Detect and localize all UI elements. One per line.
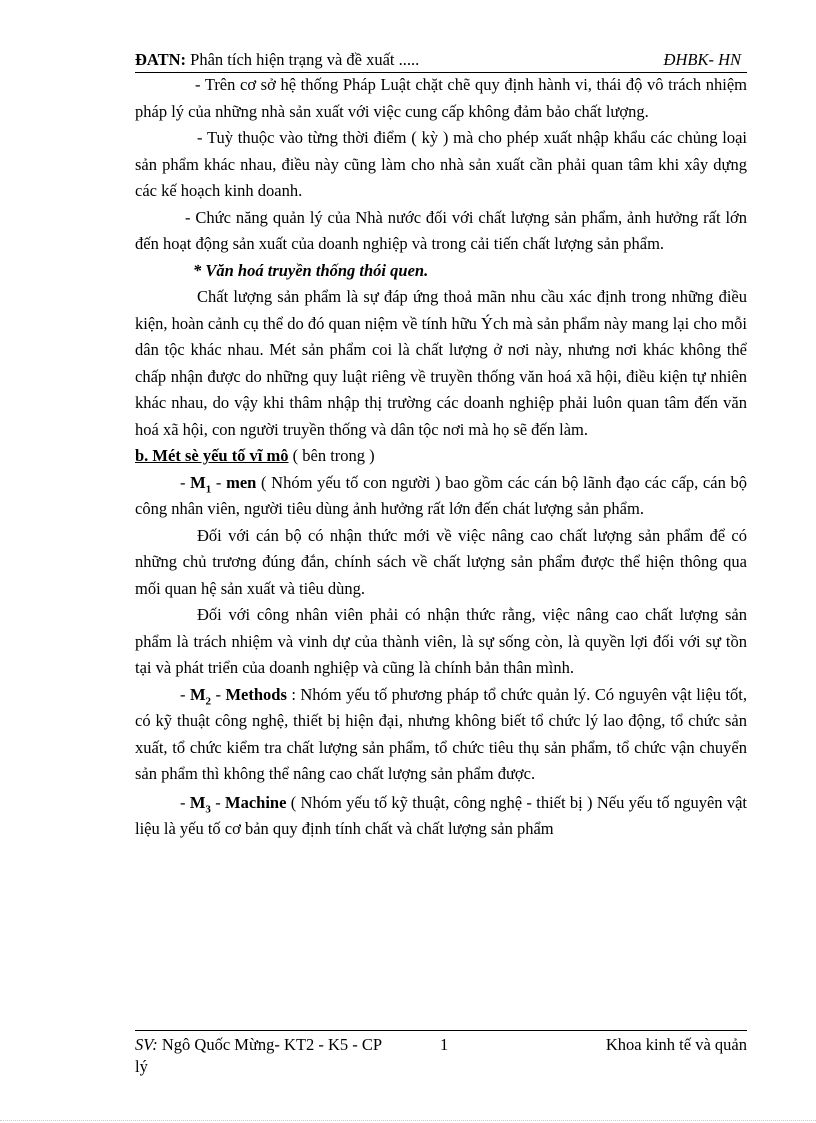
header-title-rest: Phân tích hiện trạng và đề xuất .....	[186, 50, 420, 69]
paragraph-leaders: Đối với cán bộ có nhận thức mới về việc nâng cao chất lượng sản phẩm để có những chủ trương đúng đắn, chính sách về chất lượng sản phẩm được thể hiện thông qua mối quan hệ sản xuất và tiêu dùng.	[135, 525, 747, 598]
m2-sep: -	[211, 684, 226, 704]
m3-text: ( Nhóm yếu tố kỹ thuật, công nghệ - thiết bị ) Nếu yếu tố nguyên vật liệu là yếu tố cơ bản quy định tính chất và chất lượng sản phẩm	[135, 792, 747, 838]
page-edge-divider	[0, 1120, 816, 1121]
page-number: 1	[440, 1035, 449, 1054]
m3-subscript: 3	[205, 802, 211, 815]
m3-word: Machine	[225, 792, 287, 812]
page-body	[135, 72, 747, 843]
footer-rule	[135, 1030, 747, 1031]
paragraph-workers: Đối với công nhân viên phải có nhận thức rằng, việc nâng cao chất lượng sản phẩm là trách nhiệm và vinh dự của thành viên, là sự sống còn, là quyền lợi đối với sự tồn tại và phát triển của doanh nghiệp và cũng là chính bản thân mình.	[135, 605, 747, 677]
heading-section-b	[135, 443, 747, 470]
footer-student-label: SV:	[135, 1035, 158, 1054]
m2-letter: M	[189, 684, 206, 704]
paragraph-legal-system: - Trên cơ sở hệ thống Pháp Luật chặt chẽ quy định hành vi, thái độ vô trách nhiệm pháp lý của những nhà sản xuất với việc cung cấp không đảm bảo chất lượng.	[135, 75, 747, 121]
m3-prefix: -	[180, 792, 190, 812]
m2-label	[189, 684, 212, 707]
m3-sep: -	[210, 792, 226, 812]
m3-letter: M	[189, 792, 206, 812]
m2-word: Methods	[225, 684, 287, 704]
paragraph-import-export: - Tuỳ thuộc vào từng thời điểm ( kỳ ) mà cho phép xuất nhập khẩu các chủng loại sản phẩm khác nhau, điều này cũng làm cho nhà sản xuất cần phải quan tâm khi xây dựng các kế hoạch kinh doanh.	[135, 128, 747, 200]
header-title-bold: ĐATN:	[135, 50, 187, 69]
m2-text: : Nhóm yếu tố phương pháp tổ chức quản lý. Có nguyên vật liệu tốt, có kỹ thuật công nghệ, thiết bị hiện đại, nhưng không biết tổ chức lý lao động, tổ chức sản xuất, tổ chức kiểm tra chất lượng sản phẩm, tổ chức tiêu thụ sản phẩm, tổ chức vận chuyển sản phẩm thì không thể nâng cao chất lượng sản phẩm được.	[135, 684, 748, 783]
heading-culture: * Văn hoá truyền thống thói quen.	[193, 260, 429, 280]
header-title	[135, 48, 419, 72]
paragraph-m3	[135, 790, 747, 843]
footer-student-name: Ngô Quốc Mừng- KT2 - K5 - CP	[157, 1035, 383, 1054]
m2-subscript: 2	[205, 694, 212, 707]
m2-prefix: -	[180, 684, 190, 704]
footer-student	[135, 1034, 435, 1078]
m3-label	[189, 792, 211, 815]
m1-prefix: -	[180, 472, 191, 492]
m1-subscript: 1	[205, 482, 212, 495]
m1-label	[190, 472, 212, 495]
m1-letter: M	[190, 472, 206, 492]
heading-section-b-title: b. Mét sè yếu tố vĩ mô	[135, 446, 289, 465]
heading-section-b-note: ( bên trong )	[288, 446, 375, 465]
m1-text: ( Nhóm yếu tố con người ) bao gồm các cán bộ lãnh đạo các cấp, cán bộ công nhân viên, người tiêu dùng ảnh hưởng rất lớn đến chát lượng sản phẩm.	[135, 472, 748, 518]
paragraph-culture: Chất lượng sản phẩm là sự đáp ứng thoả mãn nhu cầu xác định trong những điều kiện, hoàn cảnh cụ thể do đó quan niệm về tính hữu Ých mà sản phẩm này mang lại cho mỗi dân tộc khác nhau. Mét sản phẩm coi là chất lượng ở nơi này, nhưng nơi khác không thể chấp nhận được do những quy luật riêng về truyền thống văn hoá xã hội, điều kiện tự nhiên khác nhau, do vậy khi thâm nhập thị trường các doanh nghiệp phải luôn quan tâm đến văn hoá xã hội, con người truyền thống và dân tộc nơi mà họ sẽ đến làm.	[135, 287, 747, 439]
m1-word: men	[226, 472, 257, 492]
paragraph-m2	[135, 682, 747, 788]
footer-department: Khoa kinh tế và quản	[605, 1035, 747, 1054]
paragraph-state-management: - Chức năng quản lý của Nhà nước đối với chất lượng sản phẩm, ảnh hưởng rất lớn đến hoạt động sản xuất của doanh nghiệp và trong cải tiến chất lượng sản phẩm.	[135, 207, 747, 253]
header-institution: ĐHBK- HN	[663, 50, 741, 69]
m1-sep: -	[211, 472, 227, 492]
footer-dept-continuation: lý	[135, 1057, 148, 1076]
paragraph-m1	[135, 470, 747, 523]
